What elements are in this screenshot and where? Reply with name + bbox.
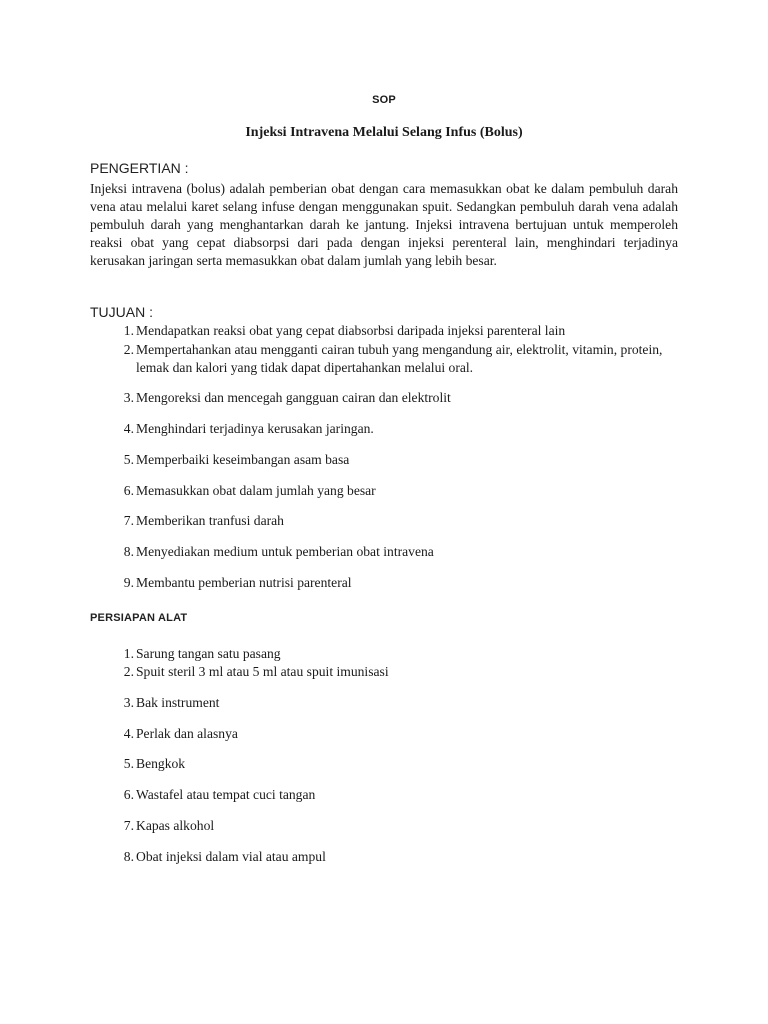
- list-item-text: Sarung tangan satu pasang: [136, 646, 281, 661]
- list-item-text: Kapas alkohol: [136, 818, 215, 833]
- list-item-number: 7.: [123, 513, 134, 528]
- list-item-text: Wastafel atau tempat cuci tangan: [136, 787, 316, 802]
- persiapan-heading: PERSIAPAN ALAT: [90, 612, 188, 624]
- list-item-number: 7.: [123, 818, 134, 833]
- sop-label: SOP: [372, 94, 396, 106]
- list-item-text: Membantu pemberian nutrisi parenteral: [136, 575, 352, 590]
- list-item-number: 2.: [123, 664, 134, 679]
- list-item-text: Obat injeksi dalam vial atau ampul: [136, 849, 326, 864]
- list-item-text: Memperbaiki keseimbangan asam basa: [136, 452, 350, 467]
- document-title: Injeksi Intravena Melalui Selang Infus (Bolus): [245, 125, 523, 140]
- list-item-number: 6.: [123, 483, 134, 498]
- list-item-number: 6.: [123, 787, 134, 802]
- list-item-number: 8.: [123, 544, 134, 559]
- list-item-number: 1.: [123, 646, 134, 661]
- list-item-number: 5.: [123, 756, 134, 771]
- list-item-text: Mempertahankan atau mengganti cairan tubuh yang mengandung air, elektrolit, vitamin, protein, lemak dan kalori yang tidak dapat dipertahankan melalui oral.: [136, 342, 663, 375]
- list-item-number: 5.: [123, 452, 134, 467]
- list-item-text: Memberikan tranfusi darah: [136, 513, 284, 528]
- list-item-number: 4.: [123, 421, 134, 436]
- list-item-text: Perlak dan alasnya: [136, 726, 238, 741]
- list-item-number: 3.: [123, 390, 134, 405]
- list-item-text: Memasukkan obat dalam jumlah yang besar: [136, 483, 376, 498]
- list-item-number: 1.: [123, 323, 134, 338]
- list-item-text: Mendapatkan reaksi obat yang cepat diabsorbsi daripada injeksi parenteral lain: [136, 323, 566, 338]
- list-item-number: 4.: [123, 726, 134, 741]
- list-item-number: 3.: [123, 695, 134, 710]
- list-item-number: 8.: [123, 849, 134, 864]
- list-item-text: Menyediakan medium untuk pemberian obat intravena: [136, 544, 434, 559]
- list-item-text: Bengkok: [136, 756, 186, 771]
- list-item-number: 2.: [123, 342, 134, 357]
- list-item-number: 9.: [123, 575, 134, 590]
- list-item-text: Menghindari terjadinya kerusakan jaringan.: [136, 421, 374, 436]
- pengertian-heading: PENGERTIAN :: [90, 160, 189, 176]
- pengertian-text: Injeksi intravena (bolus) adalah pemberian obat dengan cara memasukkan obat ke dalam pembuluh darah vena atau melalui karet selang infuse dengan menggunakan spuit. Sedangkan pembuluh darah vena adalah pembuluh darah yang menghantarkan darah ke jantung. Injeksi intravena bertujuan untuk memperoleh reaksi obat yang cepat diabsorpsi dari pada dengan injeksi perenteral lain, menghindari terjadinya kerusakan jaringan serta memasukkan obat dalam jumlah yang lebih besar.: [90, 181, 678, 268]
- tujuan-heading: TUJUAN :: [90, 304, 153, 320]
- list-item-text: Spuit steril 3 ml atau 5 ml atau spuit imunisasi: [136, 664, 389, 679]
- list-item-text: Mengoreksi dan mencegah gangguan cairan dan elektrolit: [136, 390, 451, 405]
- list-item-text: Bak instrument: [136, 695, 220, 710]
